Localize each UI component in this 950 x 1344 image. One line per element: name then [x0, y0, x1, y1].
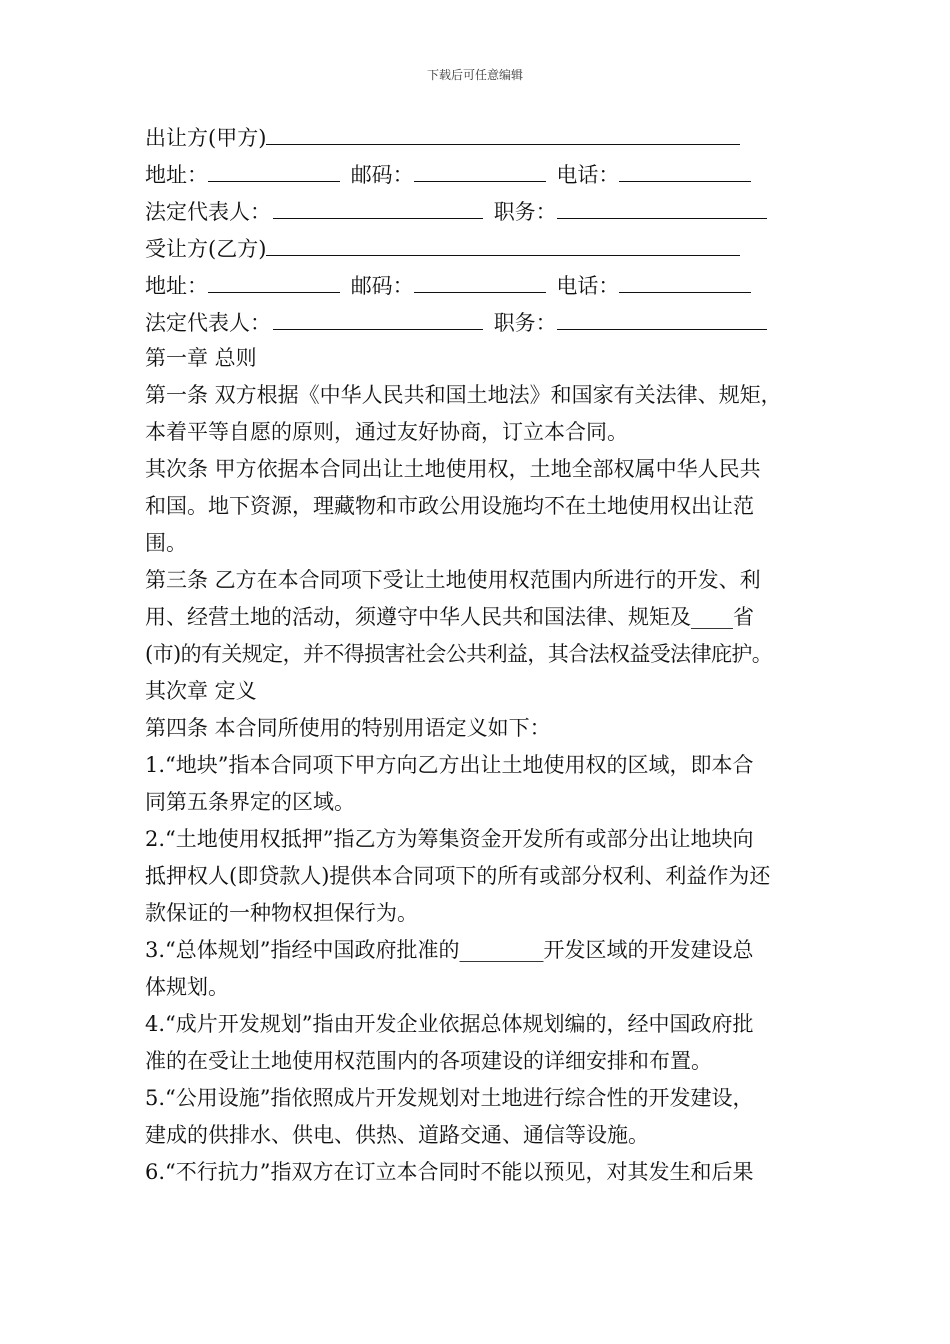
- party-a-rep-field[interactable]: [273, 192, 483, 219]
- document-body: [145, 118, 825, 1191]
- party-a-rep-line: [145, 192, 825, 229]
- text-line: 5.“公用设施”指依照成片开发规划对土地进行综合性的开发建设，: [145, 1086, 754, 1110]
- party-a-title: 出让方(甲方): [145, 126, 267, 150]
- text-line: 和国。地下资源，理藏物和市政公用设施均不在土地使用权出让范: [145, 494, 754, 518]
- party-a-address-label: 地址：: [145, 163, 208, 187]
- party-b-title: 受让方(乙方): [145, 237, 267, 261]
- text-line: 3.“总体规划”指经中国政府批准的________开发区域的开发建设总: [145, 938, 754, 962]
- text-line: 2.“土地使用权抵押”指乙方为筹集资金开发所有或部分出让地块向: [145, 827, 754, 851]
- party-b-position-field[interactable]: [557, 303, 767, 330]
- chapter-1-title: 第一章 总则: [145, 346, 257, 370]
- party-a-postcode-label: 邮码：: [350, 163, 414, 187]
- text-line: 其次条 甲方依据本合同出让土地使用权，土地全部权属中华人民共: [145, 457, 761, 481]
- party-b-postcode-field[interactable]: [414, 266, 546, 293]
- party-a-address-field[interactable]: [208, 155, 340, 182]
- text-line: 体规划。: [145, 975, 229, 999]
- party-a-phone-field[interactable]: [619, 155, 751, 182]
- text-line: 本着平等自愿的原则，通过友好协商，订立本合同。: [145, 420, 628, 444]
- party-b-rep-field[interactable]: [273, 303, 483, 330]
- party-a-phone-label: 电话：: [556, 163, 620, 187]
- party-b-address-label: 地址：: [145, 274, 208, 298]
- text-line: 第四条 本合同所使用的特别用语定义如下：: [145, 716, 551, 740]
- text-line: 款保证的一种物权担保行为。: [145, 901, 418, 925]
- text-line: 同第五条界定的区域。: [145, 790, 355, 814]
- text-line: 4.“成片开发规划”指由开发企业依据总体规划编的，经中国政府批: [145, 1012, 754, 1036]
- text-line: 准的在受让土地使用权范围内的各项建设的详细安排和布置。: [145, 1049, 712, 1073]
- text-line: 建成的供排水、供电、供热、道路交通、通信等设施。: [145, 1123, 649, 1147]
- party-b-rep-line: [145, 303, 825, 340]
- party-b-position-label: 职务：: [493, 311, 557, 335]
- text-line: 围。: [145, 531, 187, 555]
- text-line: (市)的有关规定，并不得损害社会公共利益，其合法权益受法律庇护。: [145, 642, 773, 666]
- party-b-address-field[interactable]: [208, 266, 340, 293]
- text-line: 第一条 双方根据《中华人民共和国土地法》和国家有关法律、规矩，: [145, 383, 782, 407]
- chapter-2-title: 其次章 定义: [145, 679, 257, 703]
- party-b-line: [145, 229, 825, 266]
- text-line: 6.“不行抗力”指双方在订立本合同时不能以预见，对其发生和后果: [145, 1160, 754, 1184]
- party-a-postcode-field[interactable]: [414, 155, 546, 182]
- text-line: 1.“地块”指本合同项下甲方向乙方出让土地使用权的区域，即本合: [145, 753, 754, 777]
- text-line: 用、经营土地的活动，须遵守中华人民共和国法律、规矩及____省: [145, 605, 754, 629]
- party-a-name-field[interactable]: [266, 118, 740, 145]
- page-header: 下载后可任意编辑: [426, 68, 523, 82]
- text-line: 第三条 乙方在本合同项下受让土地使用权范围内所进行的开发、利: [145, 568, 761, 592]
- party-b-name-field[interactable]: [266, 229, 740, 256]
- party-a-line: [145, 118, 825, 155]
- party-b-phone-field[interactable]: [619, 266, 751, 293]
- party-b-rep-label: 法定代表人：: [145, 311, 271, 335]
- party-b-phone-label: 电话：: [556, 274, 620, 298]
- party-b-contact-line: [145, 266, 825, 303]
- party-a-contact-line: [145, 155, 825, 192]
- text-line: 抵押权人(即贷款人)提供本合同项下的所有或部分权利、利益作为还: [145, 864, 771, 888]
- party-a-rep-label: 法定代表人：: [145, 200, 271, 224]
- party-b-postcode-label: 邮码：: [350, 274, 414, 298]
- party-a-position-field[interactable]: [557, 192, 767, 219]
- party-a-position-label: 职务：: [493, 200, 557, 224]
